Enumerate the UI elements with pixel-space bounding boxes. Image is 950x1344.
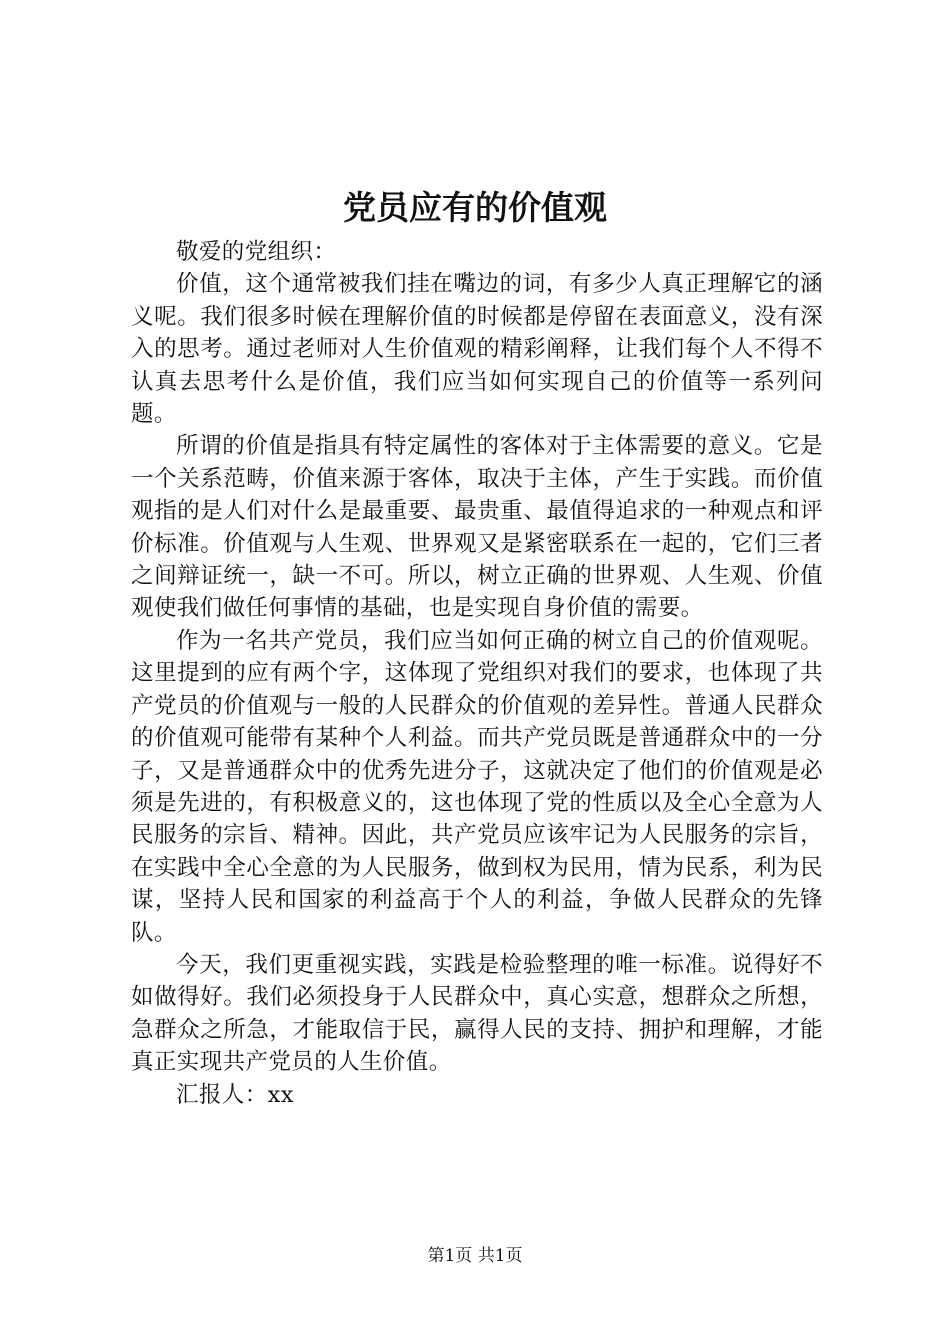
document-body <box>131 236 823 1111</box>
salutation: 敬爱的党组织： <box>176 239 337 265</box>
signature: 汇报人：xx <box>176 1081 294 1108</box>
paragraph-2: 所谓的价值是指具有特定属性的客体对于主体需要的意义。它是一个关系范畴，价值来源于客体，取决于主体，产生于实践。而价值观指的是人们对什么是最重要、最贵重、最值得追求的一种观点和评价标准。价值观与人生观、世界观又是紧密联系在一起的，它们三者之间辩证统一，缺一不可。所以，树立正确的世界观、人生观、价值观使我们做任何事情的基础，也是实现自身价值的需要。 <box>131 433 823 622</box>
document-title: 党员应有的价值观 <box>343 188 607 227</box>
page-footer: 第1页 共1页 <box>427 1246 523 1266</box>
paragraph-1: 价值，这个通常被我们挂在嘴边的词，有多少人真正理解它的涵义呢。我们很多时候在理解价值的时候都是停留在表面意义，没有深入的思考。通过老师对人生价值观的精彩阐释，让我们每个人不得不认真去思考什么是价值，我们应当如何实现自己的价值等一系列问题。 <box>131 271 823 428</box>
paragraph-3: 作为一名共产党员，我们应当如何正确的树立自己的价值观呢。这里提到的应有两个字，这体现了党组织对我们的要求，也体现了共产党员的价值观与一般的人民群众的价值观的差异性。普通人民群众的价值观可能带有某种个人利益。而共产党员既是普通群众中的一分子，又是普通群众中的优秀先进分子，这就决定了他们的价值观是必须是先进的，有积极意义的，这也体现了党的性质以及全心全意为人民服务的宗旨、精神。因此，共产党员应该牢记为人民服务的宗旨，在实践中全心全意的为人民服务，做到权为民用，情为民系，利为民谋，坚持人民和国家的利益高于个人的利益，争做人民群众的先锋队。 <box>131 627 823 946</box>
paragraph-4: 今天，我们更重视实践，实践是检验整理的唯一标准。说得好不如做得好。我们必须投身于人民群众中，真心实意，想群众之所想，急群众之所急，才能取信于民，赢得人民的支持、拥护和理解，才能真正实现共产党员的人生价值。 <box>131 951 823 1076</box>
